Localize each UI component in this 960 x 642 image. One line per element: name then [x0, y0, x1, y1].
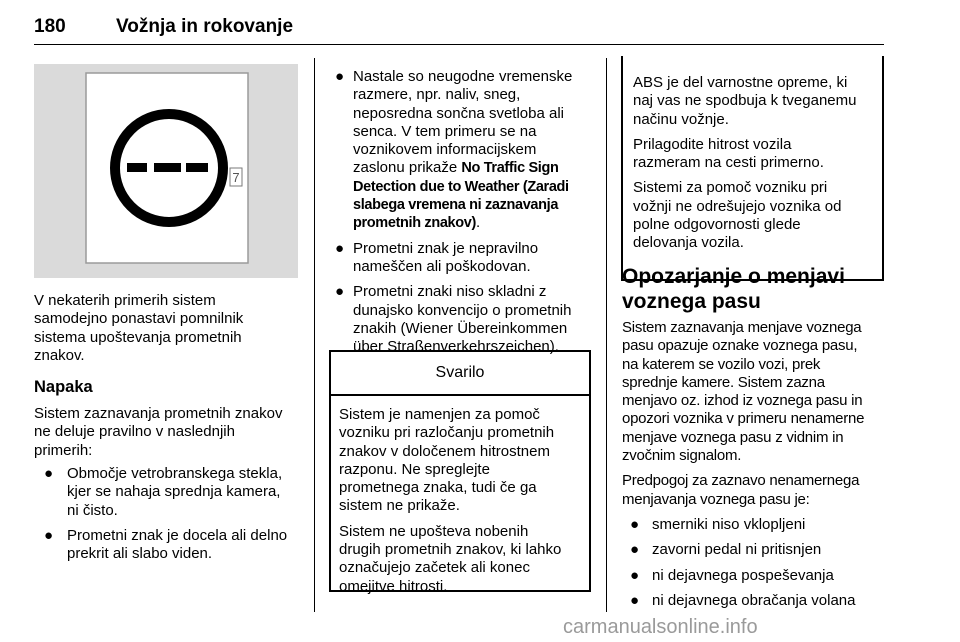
list-item: ● Območje vetrobranskega stekla, kjer se nahaja sprednja kamera, ni čisto. [44, 465, 283, 519]
column-3 [622, 264, 892, 617]
column-2 [331, 68, 599, 363]
note-paragraph: Sistemi za pomoč vozniku pri vožnji ne odrešujejo voznika od polne odgovornosti glede delovanja vozila. [633, 179, 842, 252]
note-paragraph: ABS je del varnostne opreme, ki naj vas ne spodbuja k tveganemu načinu vožnje. [633, 74, 857, 128]
list-item: ● smerniki niso vklopljeni [630, 515, 806, 533]
column-divider [314, 58, 315, 612]
abs-note-box [621, 56, 884, 281]
list-item: ● zavorni pedal ni pritisnjen [630, 541, 822, 559]
note-paragraph: Prilagodite hitrost vozila razmeram na cesti primerno. [633, 135, 824, 172]
list-item: ● ni dejavnega pospeševanja [630, 566, 834, 584]
figure-no-traffic-sign-icon [34, 64, 298, 278]
page-number: 180 [34, 16, 66, 37]
fault-intro: Sistem zaznavanja prometnih znakov ne deluje pravilno v naslednjih primerih: [34, 405, 283, 459]
list-item: ● ni dejavnega obračanja volana [630, 591, 856, 609]
column-divider [606, 58, 607, 612]
warning-title: Svarilo [331, 352, 589, 396]
warning-paragraph: Sistem ne upošteva nobenih drugih prometnih znakov, ki lahko označujejo začetek ali konec omejitve hitrosti. [339, 522, 562, 595]
prerequisite-list [622, 516, 892, 610]
fault-heading: Napaka [34, 378, 93, 397]
fault-list-continued [331, 68, 599, 356]
page-header [34, 6, 884, 45]
list-item: ● Prometni znak je docela ali delno prekrit ali slabo viden. [44, 526, 288, 563]
column-1 [34, 292, 302, 571]
list-item: ● Nastale so neugodne vremenske razmere, npr. naliv, sneg, neposredna sončna svetloba ali senca. V tem primeru se na voznikovem informacijskem zaslonu prikaže No Traffic Sign Detection due to Weather (Zaradi slabega vremena ni zaznavanja prometnih znakov). [335, 68, 573, 232]
page-title: Vožnja in rokovanje [116, 16, 294, 37]
list-item: ● Prometni znak je nepravilno nameščen ali poškodovan. [335, 239, 539, 275]
watermark: carmanualsonline.info [563, 616, 758, 638]
warning-box [329, 350, 591, 595]
traffic-sign-unavailable-icon [34, 64, 298, 278]
figure-id-label: 7 [232, 170, 240, 185]
warning-paragraph: Sistem je namenjen za pomoč vozniku pri razločanju prometnih znakov v določenem hitrostnem razponu. Ne spreglejte prometnega znaka, tudi če ga sistem ne prikaže. [339, 406, 555, 515]
list-item: ● Prometni znaki niso skladni z dunajsko konvencijo o prometnih znakih (Wiener Übereinkommen über Straßenverkehrszeichen). [335, 283, 572, 356]
lane-paragraph: Sistem zaznavanja menjave voznega pasu opazuje oznake voznega pasu, na katerem se vozilo vozi, prek sprednje kamere. Sistem zazna menjavo oz. izhod iz voznega pasu in opozori voznika v primeru nenamerne menjave voznega pasu z vidnim in zvočnim signalom. [622, 319, 865, 465]
lane-departure-heading: Opozarjanje o menjavi voznega pasu [622, 265, 845, 313]
fault-list [34, 465, 302, 563]
intro-paragraph: V nekaterih primerih sistem samodejno ponastavi pomnilnik sistema upoštevanja prometnih znakov. [34, 292, 244, 364]
lane-paragraph: Predpogoj za zaznavo nenamernega menjavanja voznega pasu je: [622, 472, 860, 508]
